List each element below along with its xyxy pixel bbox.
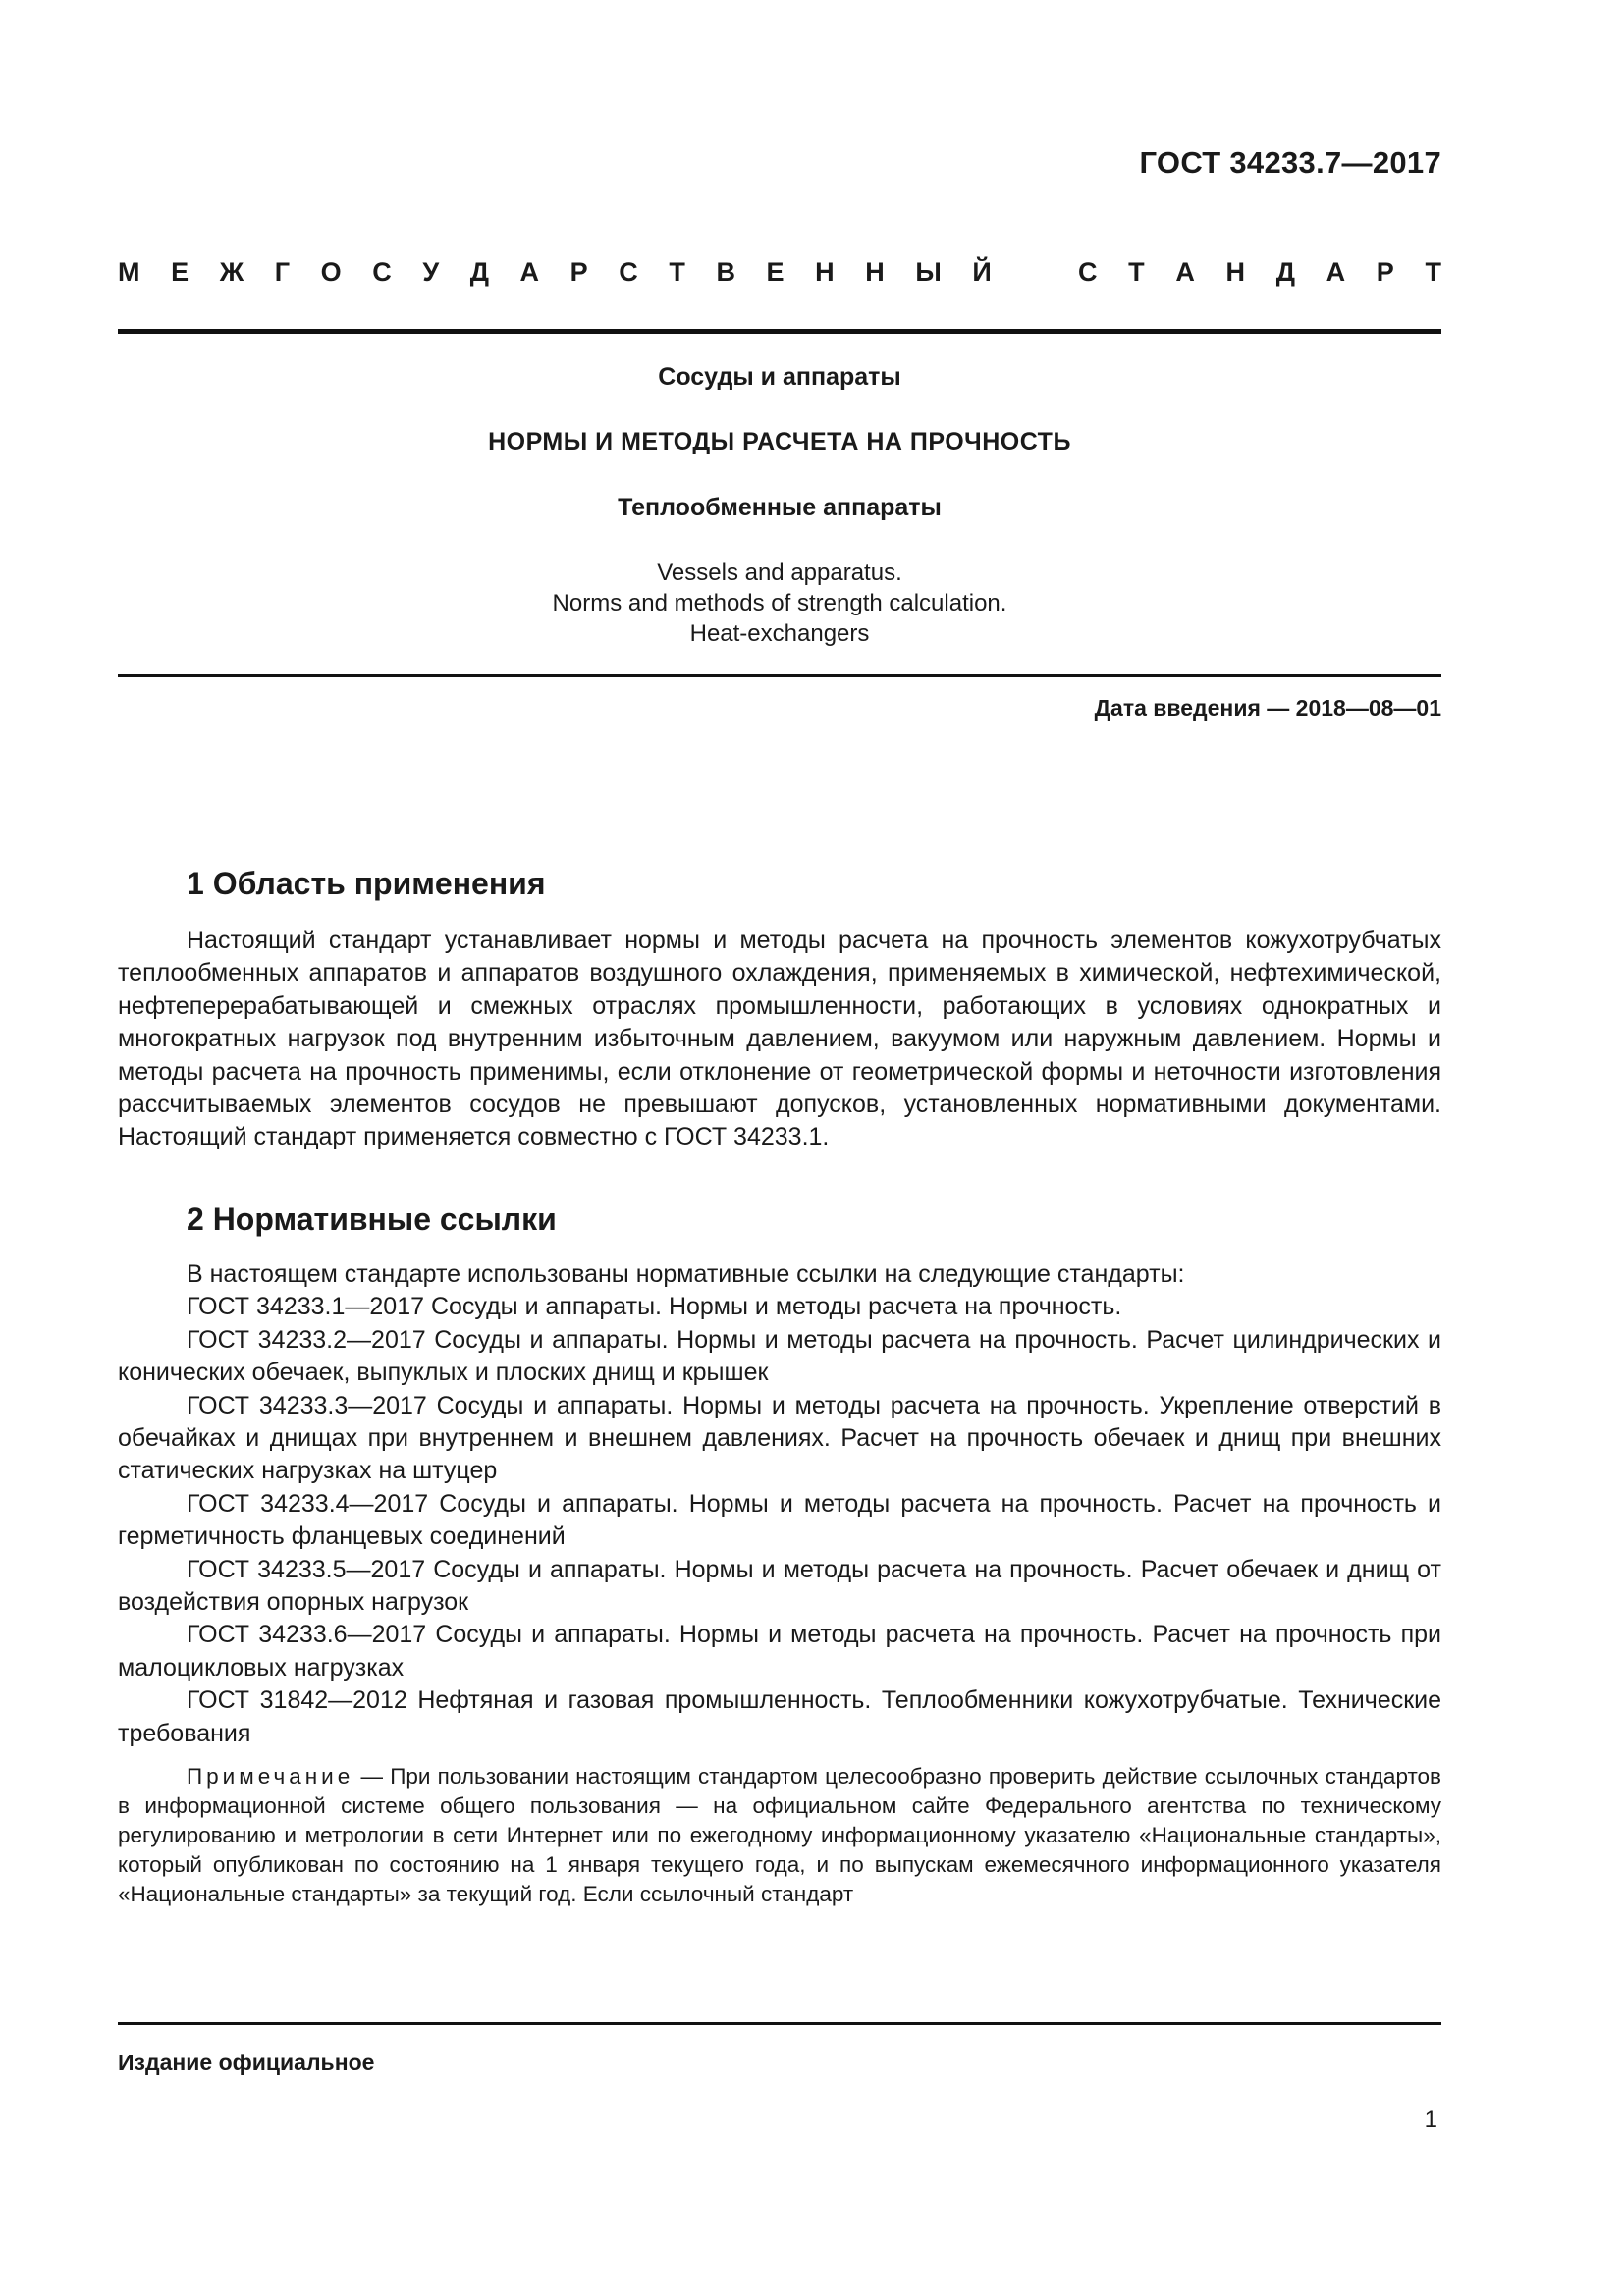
spaced-letter: Н xyxy=(815,257,835,287)
spaced-letter: С xyxy=(1078,257,1098,287)
spaced-letter: С xyxy=(372,257,392,287)
reference-item: ГОСТ 31842—2012 Нефтяная и газовая промышленность. Теплообменники кожухотрубчатые. Технические требования xyxy=(118,1686,1441,1747)
gost-code: ГОСТ 34233.7—2017 xyxy=(1139,145,1441,180)
section-1-heading: 1 Область применения xyxy=(187,866,546,901)
references-list xyxy=(118,1258,1441,1750)
spaced-letter: Е xyxy=(171,257,189,287)
reference-item: ГОСТ 34233.3—2017 Сосуды и аппараты. Нормы и методы расчета на прочность. Укрепление отверстий в обечайках и днищах при внутреннем и внешнем давлениях. Расчет на прочность обечаек и днищ при внешних статических нагрузках на штуцер xyxy=(118,1391,1441,1485)
spaced-letter: Д xyxy=(1275,257,1295,287)
spaced-letter: Й xyxy=(972,257,992,287)
spaced-letter: У xyxy=(422,257,440,287)
spaced-letter: Т xyxy=(1425,257,1441,287)
spaced-letter: Н xyxy=(1225,257,1246,287)
standard-type xyxy=(118,257,1441,288)
spaced-letter: С xyxy=(619,257,638,287)
section-2-heading: 2 Нормативные ссылки xyxy=(187,1201,557,1237)
section-scope xyxy=(118,864,1441,1154)
spaced-letter: Е xyxy=(766,257,785,287)
reference-item: ГОСТ 34233.2—2017 Сосуды и аппараты. Нормы и методы расчета на прочность. Расчет цилиндрических и конических обечаек, выпуклых и плоских днищ и крышек xyxy=(118,1325,1441,1387)
spaced-letter: Т xyxy=(1128,257,1145,287)
spaced-letter: Ы xyxy=(915,257,942,287)
reference-item: ГОСТ 34233.1—2017 Сосуды и аппараты. Нормы и методы расчета на прочность. xyxy=(187,1293,1122,1321)
references-intro: В настоящем стандарте использованы нормативные ссылки на следующие стандарты: xyxy=(187,1260,1185,1288)
note-label: Примечание xyxy=(187,1764,354,1789)
spaced-letter: Д xyxy=(469,257,489,287)
title-en-line-3: Heat-exchangers xyxy=(689,620,870,647)
spaced-letter: Т xyxy=(669,257,685,287)
edition-label: Издание официальное xyxy=(118,2050,375,2075)
header-rule xyxy=(118,329,1441,334)
reference-item: ГОСТ 34233.6—2017 Сосуды и аппараты. Нормы и методы расчета на прочность. Расчет на прочность при малоцикловых нагрузках xyxy=(118,1621,1441,1682)
title-ru-line-3: Теплообменные аппараты xyxy=(618,494,942,521)
spaced-letter: Н xyxy=(865,257,885,287)
title-en xyxy=(118,558,1441,649)
reference-item: ГОСТ 34233.5—2017 Сосуды и аппараты. Нормы и методы расчета на прочность. Расчет обечаек и днищ от воздействия опорных нагрузок xyxy=(118,1555,1441,1617)
section-1-text: Настоящий стандарт устанавливает нормы и методы расчета на прочность элементов кожухотрубчатых теплообменных аппаратов и аппаратов воздушного охлаждения, применяемых в химической, нефтехимической, нефтеперерабатывающей и смежных отраслях промышленности, работающих в условиях однократных и многократных нагрузок под внутренним избыточным давлением, вакуумом или наружным давлением. Нормы и методы расчета на прочность применимы, если отклонение от геометрической формы и неточности изготовления рассчитываемых элементов сосудов не превышают допусков, установленных нормативными документами. Настоящий стандарт применяется совместно с ГОСТ 34233.1. xyxy=(118,927,1441,1151)
title-en-line-1: Vessels and apparatus. xyxy=(657,560,902,586)
spaced-letter: Р xyxy=(569,257,588,287)
spaced-letter: А xyxy=(1175,257,1195,287)
spaced-letter: А xyxy=(519,257,540,287)
title-rule xyxy=(118,674,1441,677)
spaced-letter: Ж xyxy=(219,257,244,287)
page-number: 1 xyxy=(1424,2107,1437,2133)
spaced-letter: Г xyxy=(274,257,291,287)
spaced-letter: М xyxy=(118,257,140,287)
date-of-introduction: Дата введения — 2018—08—01 xyxy=(1094,695,1441,721)
spaced-letter: А xyxy=(1326,257,1346,287)
standard-type-word-2 xyxy=(1078,257,1441,288)
references-note xyxy=(118,1762,1441,1909)
reference-item: ГОСТ 34233.4—2017 Сосуды и аппараты. Нормы и методы расчета на прочность. Расчет на прочность и герметичность фланцевых соединений xyxy=(118,1489,1441,1551)
spaced-letter: В xyxy=(716,257,735,287)
note-text: — При пользовании настоящим стандартом целесообразно проверить действие ссылочных стандартов в информационной системе общего пользования — на официальном сайте Федерального агентства по техническому регулированию и метрологии в сети Интернет или по ежегодному информационному указателю «Национальные стандарты», который опубликован по состоянию на 1 января текущего года, и по выпускам ежемесячного информационного указателя «Национальные стандарты» за текущий год. Если ссылочный стандарт xyxy=(118,1764,1441,1907)
section-normative-references xyxy=(118,1200,1441,1909)
title-ru-line-1: Сосуды и аппараты xyxy=(658,363,901,391)
footer-rule xyxy=(118,2022,1441,2025)
spaced-letter: Р xyxy=(1376,257,1394,287)
title-en-line-2: Norms and methods of strength calculation. xyxy=(552,590,1007,616)
standard-type-word-1 xyxy=(118,257,992,288)
title-ru-line-2: НОРМЫ И МЕТОДЫ РАСЧЕТА НА ПРОЧНОСТЬ xyxy=(488,428,1071,455)
spaced-letter: О xyxy=(320,257,342,287)
